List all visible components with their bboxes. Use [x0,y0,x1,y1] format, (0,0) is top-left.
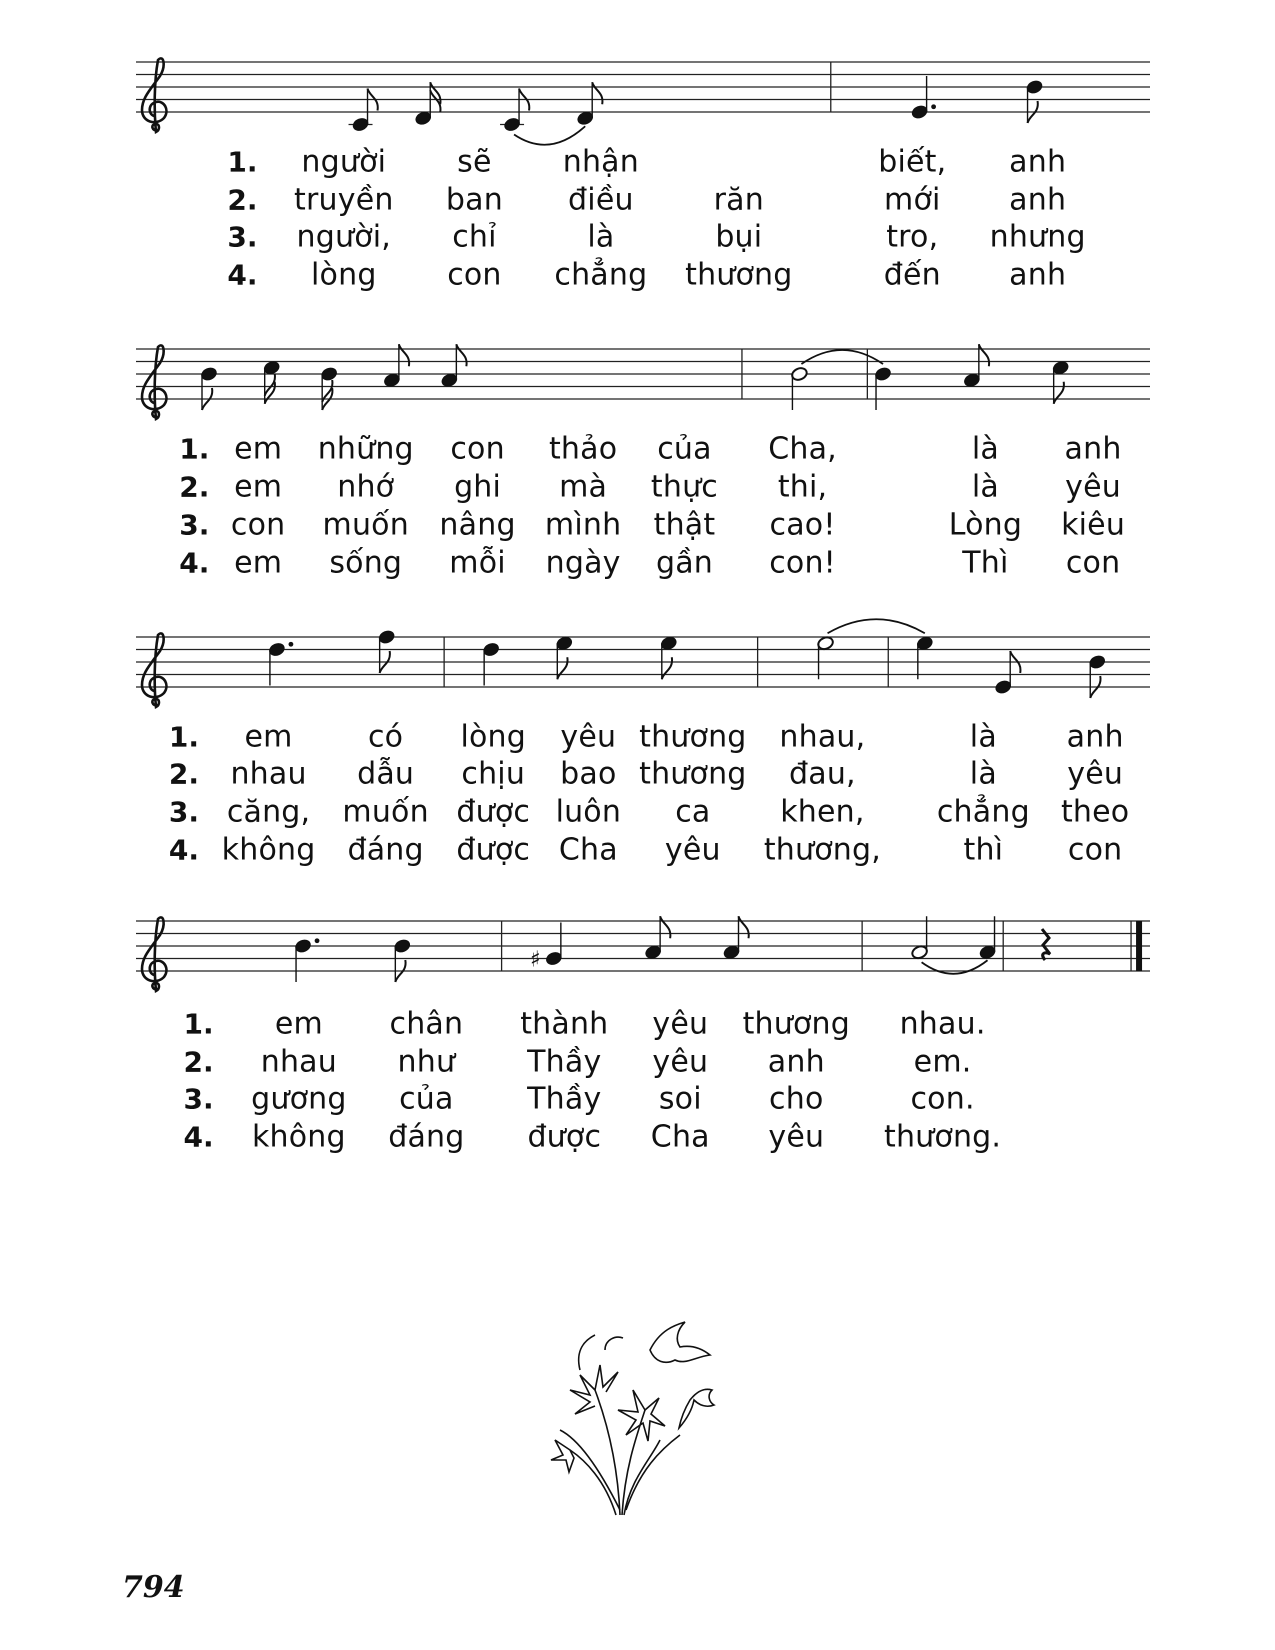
verse-number: 3. [179,508,210,542]
verse-number: 4. [183,1120,214,1154]
music-system-3 [0,617,1275,727]
verse-number: 1. [179,432,210,466]
lyric-syllable: em [234,545,283,581]
lyric-syllable: ghi [454,469,502,505]
lyric-syllable: là [971,431,999,467]
verse-number: 2. [168,757,199,791]
lyric-syllable: của [657,431,712,467]
lyric-syllable: được [527,1119,602,1155]
lyric-syllable: những [317,431,414,467]
lyric-syllable: con! [769,545,836,581]
lyric-syllable: Cha [650,1119,710,1155]
lyric-syllable: em [234,469,283,505]
lyric-syllable: gần [655,545,713,581]
lyric-syllable: người, [296,219,392,255]
lyric-syllable: chân [389,1006,464,1042]
music-system-4 [0,901,1275,1011]
treble-clef-icon [142,633,166,707]
lyric-syllable: anh [1066,719,1124,755]
note-flag [456,344,466,366]
lyric-syllable: con [230,507,286,543]
lyric-syllable: mỗi [449,545,506,581]
lyric-syllable: mình [544,507,622,543]
lyric-syllable: Lòng [948,507,1023,543]
lyric-syllable: là [969,756,997,792]
lyric-syllable: con [1065,545,1121,581]
lyric-syllable: yêu [652,1044,709,1080]
treble-clef-icon [142,917,166,991]
lyric-syllable: đau, [789,756,856,792]
lyric-syllable: em [244,719,293,755]
lyric-syllable: thương. [884,1119,1002,1155]
note-flag [979,344,989,366]
lyric-syllable: thi, [777,469,828,505]
lyric-syllable: anh [1064,431,1122,467]
lyric-syllable: chịu [461,756,526,792]
lyric-syllable: theo [1060,794,1130,830]
treble-clef-icon [142,346,166,420]
staff [0,42,1275,152]
verse-number: 1. [183,1007,214,1041]
lyric-syllable: yêu [1067,756,1124,792]
lyric-syllable: lòng [311,257,377,293]
tie [828,619,925,633]
lyric-syllable: như [397,1044,456,1080]
lyric-syllable: con [447,257,502,293]
lyric-syllable: lòng [460,719,527,755]
lyric-syllable: nhau [230,756,307,792]
lyric-syllable: chẳng [554,257,648,293]
lyric-syllable: điều [568,182,634,218]
lyric-syllable: soi [658,1081,702,1117]
music-system-2 [0,329,1275,439]
note-flag [399,344,409,366]
lyric-syllable: răn [713,182,764,218]
lyric-syllable: nhận [562,144,639,180]
lyric-syllable: không [251,1119,346,1155]
dot [315,938,320,943]
lyric-syllable: em [234,431,283,467]
lyric-syllable: thương [742,1006,850,1042]
lyric-syllable: mà [559,469,608,505]
verse-number: 4. [227,258,258,292]
lyric-syllable: nâng [439,507,516,543]
verse-number: 1. [168,720,199,754]
lyric-syllable: yêu [652,1006,709,1042]
note-flag [660,916,670,938]
staff [0,617,1275,727]
lyric-syllable: được [456,794,531,830]
lyric-syllable: nhau, [779,719,866,755]
verse-number: 3. [227,220,258,254]
lyric-syllable: con [450,431,505,467]
lyric-syllable: cho [769,1081,824,1117]
verse-number: 2. [183,1045,214,1079]
lyric-syllable: em. [913,1044,972,1080]
lyric-syllable: truyền [294,182,394,218]
lyric-syllable: yêu [560,719,617,755]
final-barline-thick [1136,921,1142,971]
lyric-syllable: là [971,469,999,505]
staff [0,901,1275,1011]
dot [289,641,294,646]
lyric-syllable: anh [767,1044,825,1080]
lyric-syllable: là [969,719,997,755]
lyric-syllable: đáng [347,832,424,868]
lyric-syllable: khen, [780,794,865,830]
lyric-syllable: em [274,1006,323,1042]
note-flag [592,82,602,104]
lyric-syllable: thảo [548,431,618,467]
lyric-syllable: mới [884,182,941,218]
lyric-syllable: thực [650,469,719,505]
verse-number: 1. [227,145,258,179]
lyric-syllable: thành [520,1006,609,1042]
sharp-icon: ♯ [529,947,541,973]
lyric-syllable: biết, [878,144,947,180]
tie [514,126,585,144]
lyric-syllable: muốn [342,794,429,830]
lyric-syllable: muốn [322,507,409,543]
verse-number: 2. [227,183,258,217]
lyric-syllable: được [456,832,531,868]
note-flag [1054,382,1064,404]
note-flag [662,657,672,679]
lyric-syllable: người [301,144,387,180]
note-flag [739,916,749,938]
lyric-syllable: bụi [715,219,763,255]
lyric-syllable: Thì [962,545,1009,581]
lyric-syllable: thương [639,719,747,755]
lyric-syllable: bao [560,756,617,792]
lyric-syllable: yêu [1065,469,1121,505]
lyric-syllable: thật [653,507,716,543]
lyric-syllable: thương, [763,832,881,868]
lyric-syllable: của [399,1081,454,1117]
lyric-syllable: nhau. [899,1006,986,1042]
lyric-syllable: anh [1009,182,1067,218]
music-system-1 [0,42,1275,152]
dot [931,104,936,109]
lyric-syllable: dẫu [357,756,415,792]
lyric-syllable: căng, [226,794,311,830]
note-flag [557,657,567,679]
verse-number: 4. [168,833,199,867]
lily-and-doves-illustration [550,1320,740,1520]
lyric-syllable: ngày [545,545,621,581]
verse-number: 3. [168,795,199,829]
lyric-syllable: thương [639,756,747,792]
lyric-syllable: anh [1009,257,1067,293]
lyric-syllable: nhớ [337,469,395,505]
lyric-syllable: nhau [260,1044,337,1080]
staff [0,329,1275,439]
verse-number: 2. [179,470,210,504]
lyric-syllable: thương [685,257,793,293]
lyric-syllable: cao! [769,507,836,543]
lyric-syllable: có [367,719,404,755]
lyric-syllable: đến [883,257,941,293]
lyric-syllable: sẽ [457,144,492,180]
lyric-syllable: Cha [558,832,618,868]
lyric-syllable: Thầy [527,1044,602,1080]
lyric-syllable: anh [1009,144,1067,180]
lyric-syllable: ca [675,794,711,830]
lyric-syllable: kiêu [1061,507,1126,543]
lyric-syllable: con [1067,832,1123,868]
page-number: 794 [122,1570,185,1605]
lyric-syllable: không [221,832,316,868]
lyric-syllable: gương [251,1081,347,1117]
lyric-syllable: sống [329,545,403,581]
lyric-syllable: ban [445,182,503,218]
lyric-syllable: yêu [664,832,721,868]
lyric-syllable: nhưng [989,219,1086,255]
lyric-syllable: luôn [555,794,622,830]
lyric-syllable: Cha, [768,431,837,467]
lyric-syllable: chẳng [936,794,1030,830]
lyric-syllable: đáng [388,1119,465,1155]
lyric-syllable: Thầy [527,1081,602,1117]
tie [922,960,988,974]
lyric-syllable: con. [910,1081,975,1117]
verse-number: 4. [179,546,210,580]
lyric-syllable: thì [963,832,1004,868]
lyric-syllable: tro, [886,219,939,255]
lyric-syllable: là [587,219,615,255]
lyric-syllable: yêu [768,1119,825,1155]
lyric-syllable: chỉ [452,219,497,255]
treble-clef-icon [142,58,166,132]
verse-number: 3. [183,1082,214,1116]
